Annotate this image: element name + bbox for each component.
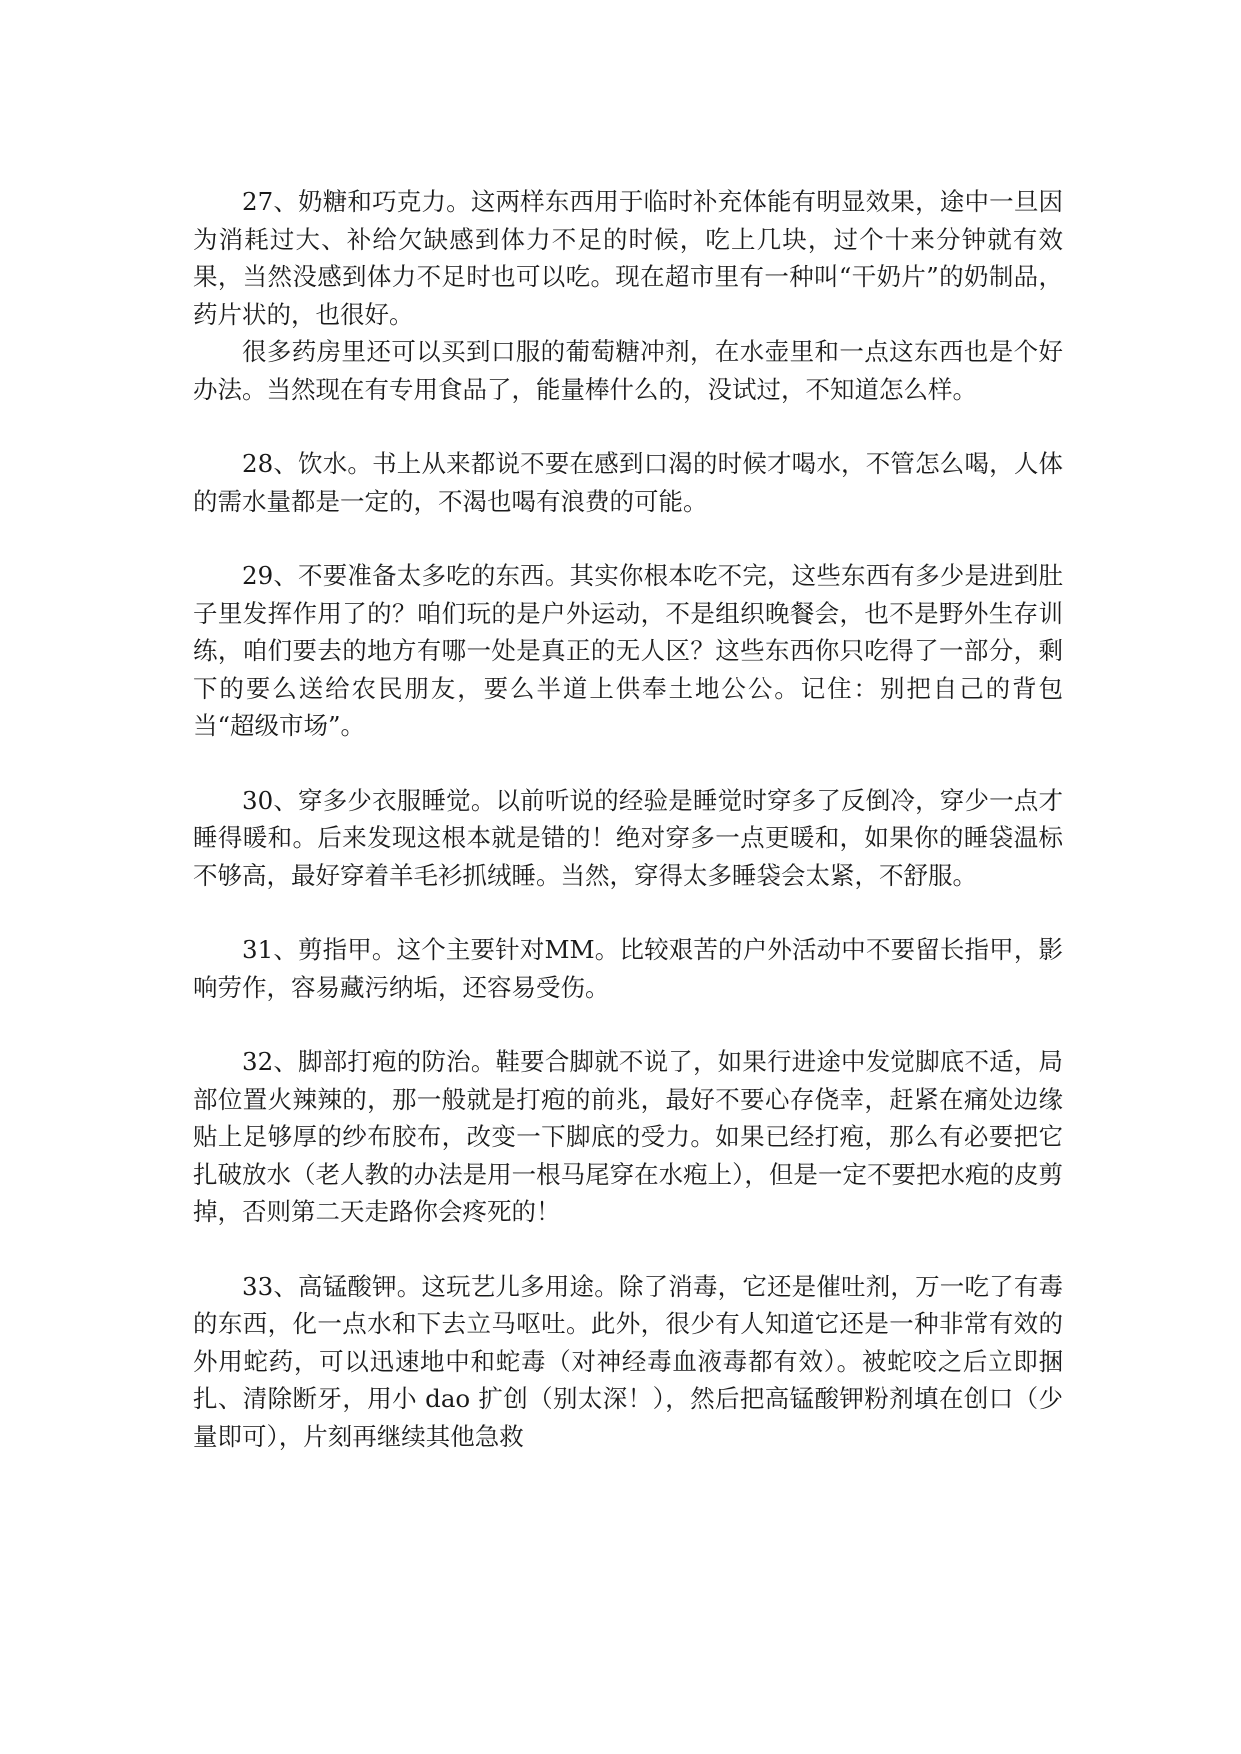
paragraph-28: 28、饮水。书上从来都说不要在感到口渴的时候才喝水，不管怎么喝，人体的需水量都是一定的，不渴也喝有浪费的可能。: [193, 449, 1063, 516]
paragraph-32: 32、脚部打疱的防治。鞋要合脚就不说了，如果行进途中发觉脚底不适，局部位置火辣辣的，那一般就是打疱的前兆，最好不要心存侥幸，赶紧在痛处边缘贴上足够厚的纱布胶布，改变一下脚底的受力。如果已经打疱，那么有必要把它扎破放水（老人教的办法是用一根马尾穿在水疱上），但是一定不要把水疱的皮剪掉，否则第二天走路你会疼死的！: [193, 1047, 1063, 1226]
paragraph-30: 30、穿多少衣服睡觉。以前听说的经验是睡觉时穿多了反倒冷，穿少一点才睡得暖和。后来发现这根本就是错的！绝对穿多一点更暖和，如果你的睡袋温标不够高，最好穿着羊毛衫抓绒睡。当然，穿得太多睡袋会太紧，不舒服。: [193, 785, 1063, 890]
paragraph-29: 29、不要准备太多吃的东西。其实你根本吃不完，这些东西有多少是进到肚子里发挥作用了的？咱们玩的是户外运动，不是组织晚餐会，也不是野外生存训练，咱们要去的地方有哪一处是真正的无人区？这些东西你只吃得了一部分，剩下的要么送给农民朋友，要么半道上供奉土地公公。记住：别把自己的背包当“超级市场”。: [193, 561, 1063, 740]
paragraph-27-continued: 很多药房里还可以买到口服的葡萄糖冲剂，在水壶里和一点这东西也是个好办法。当然现在有专用食品了，能量棒什么的，没试过，不知道怎么样。: [193, 337, 1063, 404]
paragraph-27: 27、奶糖和巧克力。这两样东西用于临时补充体能有明显效果，途中一旦因为消耗过大、补给欠缺感到体力不足的时候，吃上几块，过个十来分钟就有效果，当然没感到体力不足时也可以吃。现在超市里有一种叫“干奶片”的奶制品，药片状的，也很好。: [193, 187, 1063, 329]
paragraph-31: 31、剪指甲。这个主要针对MM。比较艰苦的户外活动中不要留长指甲，影响劳作，容易藏污纳垢，还容易受伤。: [193, 935, 1063, 1002]
document-body: [193, 183, 1063, 1455]
paragraph-33: 33、高锰酸钾。这玩艺儿多用途。除了消毒，它还是催吐剂，万一吃了有毒的东西，化一点水和下去立马呕吐。此外，很少有人知道它还是一种非常有效的外用蛇药，可以迅速地中和蛇毒（对神经毒血液毒都有效）。被蛇咬之后立即捆扎、清除断牙，用小 dao 扩创（别太深！），然后把高锰酸钾粉剂填在创口（少量即可），片刻再继续其他急救: [193, 1271, 1063, 1451]
